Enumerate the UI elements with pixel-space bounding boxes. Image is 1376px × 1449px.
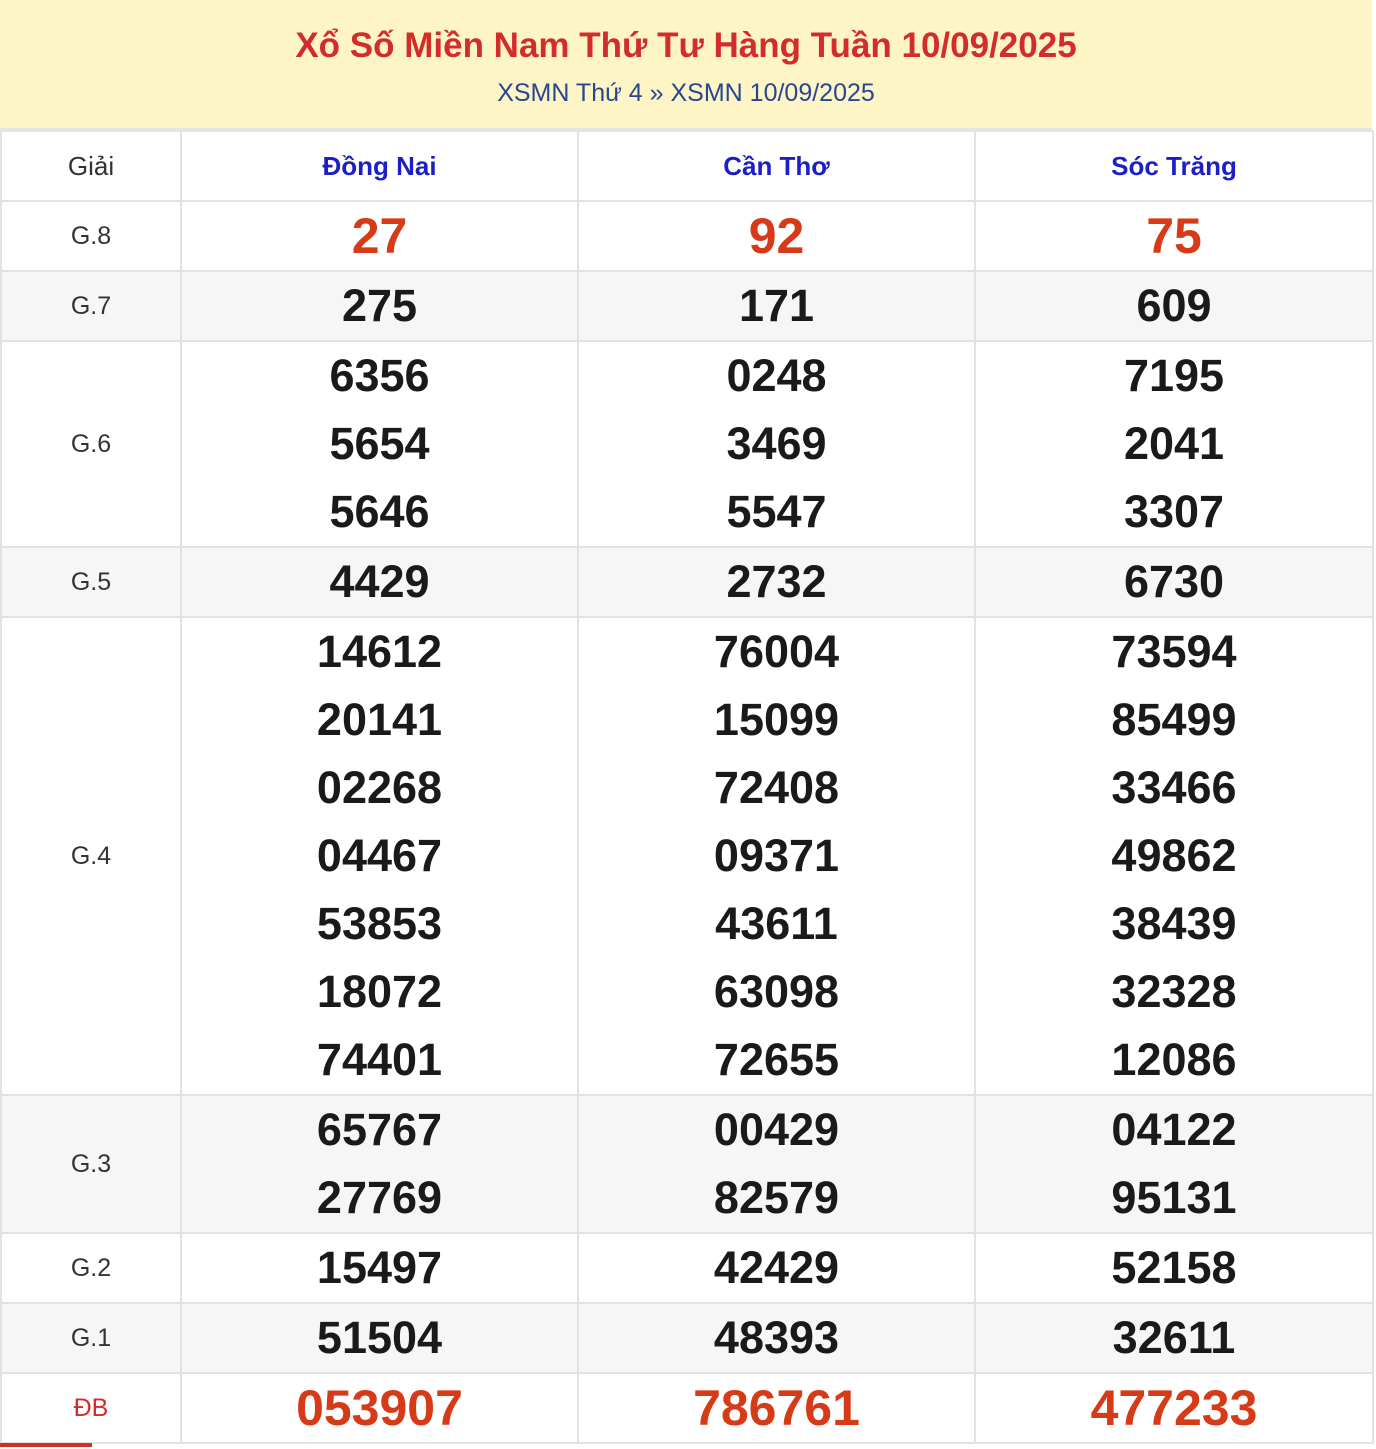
- result-number: 15497: [316, 1242, 443, 1293]
- result-number: 63098: [713, 966, 840, 1017]
- result-number: 00429: [713, 1104, 840, 1155]
- result-number: 65767: [316, 1104, 443, 1155]
- breadcrumb-link-date[interactable]: XSMN 10/09/2025: [670, 79, 875, 107]
- result-number: 6356: [329, 350, 430, 401]
- result-number: 53853: [316, 898, 443, 949]
- column-header-prize: Giải: [1, 131, 181, 201]
- breadcrumb-separator: »: [649, 79, 664, 107]
- result-cell: [181, 1233, 578, 1303]
- result-number: 92: [748, 208, 805, 264]
- result-cell: [578, 341, 975, 547]
- result-number: 053907: [296, 1380, 463, 1436]
- result-number: 3307: [1123, 486, 1225, 537]
- result-cell: [181, 271, 578, 341]
- result-number: 18072: [316, 966, 443, 1017]
- result-cell: [181, 1373, 578, 1443]
- result-cell: [975, 201, 1373, 271]
- table-row: [1, 547, 1373, 617]
- table-row: [1, 271, 1373, 341]
- result-number: 5654: [329, 418, 430, 469]
- result-number: 15099: [713, 694, 840, 745]
- table-row: [1, 1303, 1373, 1373]
- result-number: 52158: [1111, 1242, 1237, 1293]
- result-number: 7195: [1123, 350, 1225, 401]
- prize-label: G.3: [1, 1095, 181, 1233]
- breadcrumb-link-weekday[interactable]: XSMN Thứ 4: [497, 79, 643, 107]
- result-cell: [975, 1373, 1373, 1443]
- result-cell: [181, 1095, 578, 1233]
- table-row: [1, 1373, 1373, 1443]
- results-header: [0, 0, 1372, 130]
- result-number: 51504: [316, 1312, 443, 1363]
- result-cell: [975, 271, 1373, 341]
- result-number: 6730: [1123, 556, 1225, 607]
- result-cell: [578, 1233, 975, 1303]
- breadcrumb: [0, 78, 1372, 108]
- result-number: 38439: [1111, 898, 1237, 949]
- result-number: 27769: [316, 1172, 443, 1223]
- prize-label: G.1: [1, 1303, 181, 1373]
- table-header-row: [1, 131, 1373, 201]
- result-number: 5646: [329, 486, 430, 537]
- result-number: 76004: [713, 626, 840, 677]
- prize-label: G.7: [1, 271, 181, 341]
- result-number: 5547: [726, 486, 827, 537]
- table-row: [1, 341, 1373, 547]
- accent-bar: [0, 1443, 92, 1447]
- page-title: Xổ Số Miền Nam Thứ Tư Hàng Tuần 10/09/2025: [295, 26, 1077, 65]
- result-number: 20141: [316, 694, 443, 745]
- result-cell: [975, 341, 1373, 547]
- result-number: 32328: [1111, 966, 1237, 1017]
- lottery-results-table: [0, 130, 1374, 1444]
- result-number: 786761: [693, 1380, 860, 1436]
- table-row: [1, 617, 1373, 1095]
- result-cell: [181, 617, 578, 1095]
- result-number: 02268: [316, 762, 443, 813]
- result-number: 171: [738, 280, 815, 331]
- prize-label: G.2: [1, 1233, 181, 1303]
- column-header-province[interactable]: Sóc Trăng: [975, 131, 1373, 201]
- result-cell: [181, 547, 578, 617]
- column-header-province[interactable]: Đồng Nai: [181, 131, 578, 201]
- result-number: 0248: [726, 350, 827, 401]
- result-number: 32611: [1112, 1312, 1236, 1363]
- result-number: 477233: [1090, 1380, 1258, 1436]
- result-number: 72655: [713, 1034, 840, 1085]
- result-number: 2732: [726, 556, 827, 607]
- result-cell: [181, 341, 578, 547]
- result-cell: [578, 547, 975, 617]
- result-number: 275: [341, 280, 418, 331]
- result-number: 12086: [1111, 1034, 1237, 1085]
- prize-label: G.8: [1, 201, 181, 271]
- prize-label: ĐB: [1, 1373, 181, 1443]
- result-number: 82579: [713, 1172, 840, 1223]
- result-cell: [578, 201, 975, 271]
- result-number: 04122: [1111, 1104, 1237, 1155]
- result-number: 27: [351, 208, 408, 264]
- result-number: 43611: [715, 898, 838, 949]
- result-cell: [975, 1233, 1373, 1303]
- result-cell: [578, 1373, 975, 1443]
- table-row: [1, 1095, 1373, 1233]
- result-number: 2041: [1123, 418, 1225, 469]
- result-cell: [975, 617, 1373, 1095]
- result-cell: [181, 1303, 578, 1373]
- column-header-province[interactable]: Cần Thơ: [578, 131, 975, 201]
- table-row: [1, 1233, 1373, 1303]
- result-number: 609: [1136, 280, 1212, 331]
- result-number: 14612: [316, 626, 443, 677]
- prize-label: G.6: [1, 341, 181, 547]
- result-number: 04467: [316, 830, 443, 881]
- result-number: 33466: [1111, 762, 1237, 813]
- result-number: 95131: [1111, 1172, 1237, 1223]
- result-cell: [578, 271, 975, 341]
- result-number: 85499: [1111, 694, 1237, 745]
- result-cell: [578, 1303, 975, 1373]
- result-cell: [975, 547, 1373, 617]
- result-number: 42429: [713, 1242, 840, 1293]
- result-number: 74401: [316, 1034, 443, 1085]
- result-number: 48393: [713, 1312, 840, 1363]
- table-row: [1, 201, 1373, 271]
- result-number: 72408: [713, 762, 840, 813]
- result-cell: [975, 1303, 1373, 1373]
- result-number: 75: [1146, 208, 1202, 264]
- result-cell: [975, 1095, 1373, 1233]
- result-number: 09371: [713, 830, 840, 881]
- result-cell: [181, 201, 578, 271]
- result-cell: [578, 1095, 975, 1233]
- result-number: 4429: [329, 556, 430, 607]
- result-number: 3469: [726, 418, 827, 469]
- prize-label: G.4: [1, 617, 181, 1095]
- prize-label: G.5: [1, 547, 181, 617]
- result-number: 73594: [1111, 626, 1237, 677]
- result-cell: [578, 617, 975, 1095]
- result-number: 49862: [1111, 830, 1237, 881]
